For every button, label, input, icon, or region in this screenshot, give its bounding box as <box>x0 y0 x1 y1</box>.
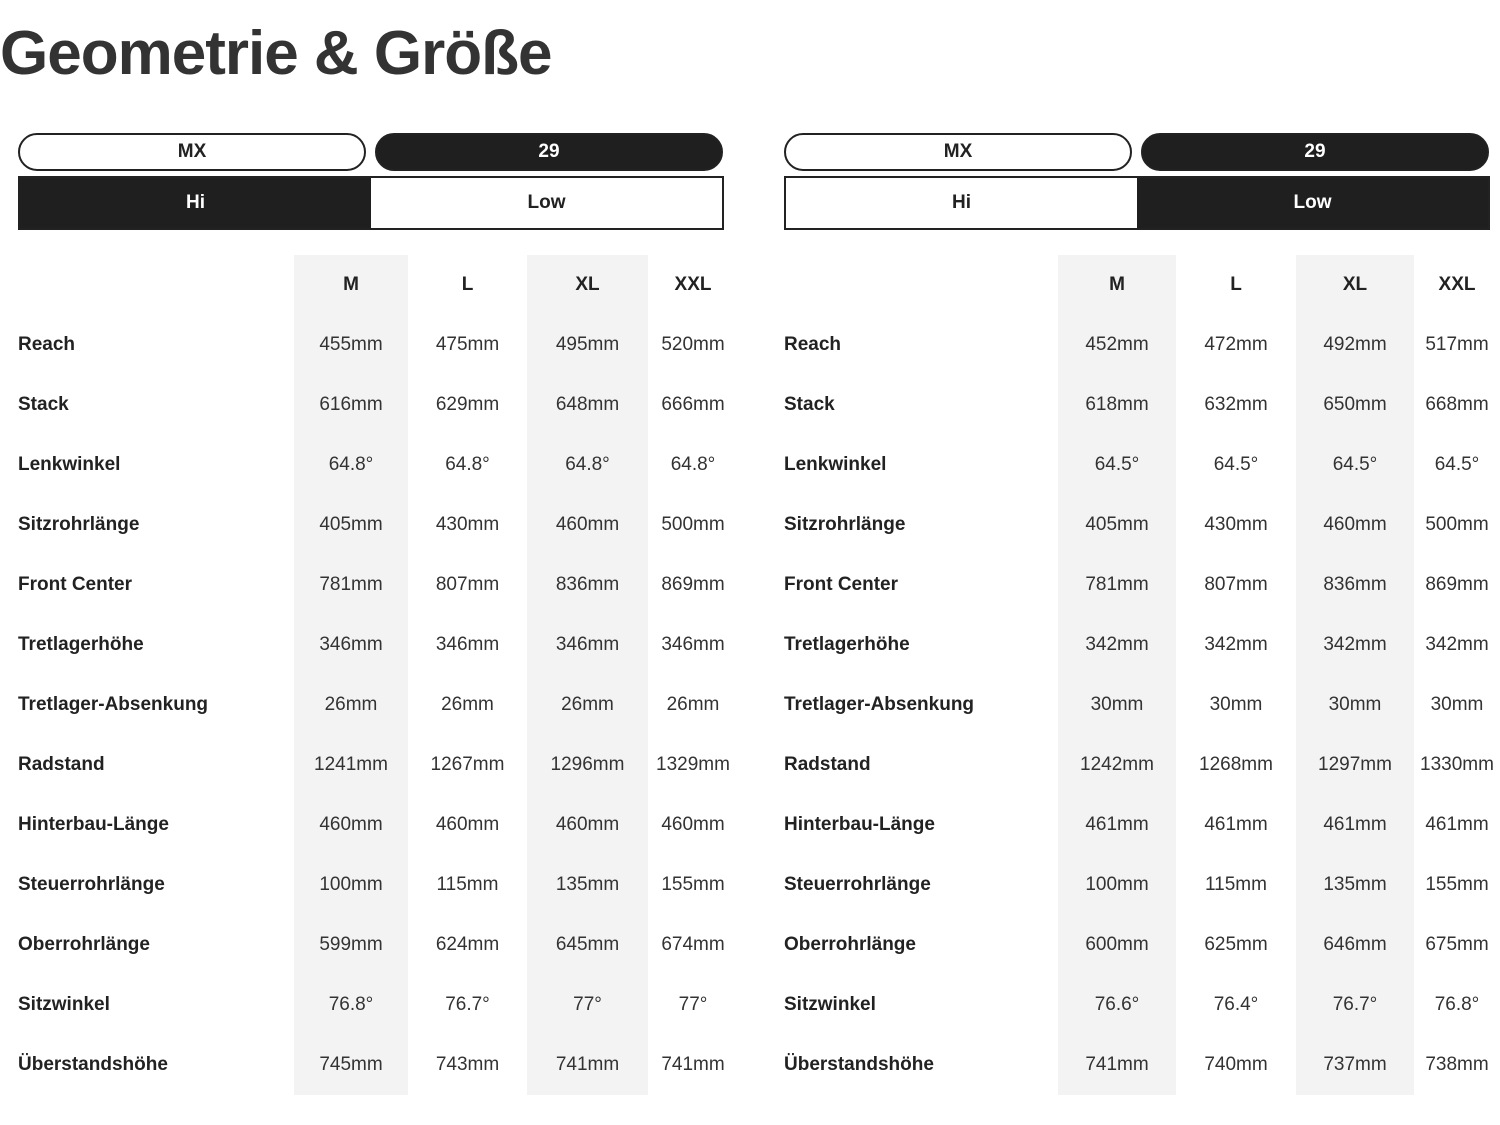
table-row <box>784 1035 1500 1095</box>
value-cell: 460mm <box>435 814 500 835</box>
value-cell: 26mm <box>527 675 648 735</box>
table-row <box>784 315 1500 375</box>
value-cell: 342mm <box>1296 615 1414 675</box>
row-label: Reach <box>784 334 842 355</box>
table-row <box>784 615 1500 675</box>
value-cell: 741mm <box>527 1035 648 1095</box>
value-cell: 807mm <box>1204 574 1268 595</box>
value-cell: 741mm <box>1058 1035 1176 1095</box>
value-cell: 500mm <box>661 514 725 535</box>
row-label: Lenkwinkel <box>18 454 121 475</box>
size-header-l: L <box>1230 274 1242 295</box>
model-pill-mx[interactable]: MX <box>784 133 1132 171</box>
table-header-row <box>18 255 738 315</box>
table-row <box>784 675 1500 735</box>
value-cell: 405mm <box>1058 495 1176 555</box>
table-row <box>18 615 738 675</box>
value-cell: 869mm <box>1425 574 1489 595</box>
table-row <box>784 855 1500 915</box>
value-cell: 599mm <box>294 915 408 975</box>
row-label: Sitzrohrlänge <box>784 514 906 535</box>
row-label: Lenkwinkel <box>784 454 887 475</box>
value-cell: 455mm <box>294 315 408 375</box>
value-cell: 460mm <box>1296 495 1414 555</box>
value-cell: 600mm <box>1058 915 1176 975</box>
value-cell: 346mm <box>435 634 500 655</box>
value-cell: 1241mm <box>294 735 408 795</box>
table-row <box>784 975 1500 1035</box>
table-row <box>18 315 738 375</box>
value-cell: 460mm <box>527 795 648 855</box>
value-cell: 461mm <box>1204 814 1268 835</box>
value-cell: 77° <box>527 975 648 1035</box>
value-cell: 64.5° <box>1058 435 1176 495</box>
row-label: Front Center <box>18 574 132 595</box>
page-title: Geometrie & Größe <box>0 19 552 88</box>
value-cell: 77° <box>678 994 708 1015</box>
value-cell: 1296mm <box>527 735 648 795</box>
value-cell: 76.7° <box>1296 975 1414 1035</box>
value-cell: 64.5° <box>1296 435 1414 495</box>
value-cell: 500mm <box>1425 514 1489 535</box>
value-cell: 1268mm <box>1199 754 1273 775</box>
row-label: Tretlagerhöhe <box>18 634 144 655</box>
value-cell: 64.8° <box>670 454 716 475</box>
table-row <box>18 1035 738 1095</box>
value-cell: 1330mm <box>1420 754 1494 775</box>
table-row <box>18 735 738 795</box>
size-header-xl: XL <box>1296 255 1414 315</box>
value-cell: 1267mm <box>430 754 505 775</box>
size-header-xxl: XXL <box>674 274 712 295</box>
value-cell: 64.8° <box>445 454 490 475</box>
value-cell: 781mm <box>1058 555 1176 615</box>
value-cell: 26mm <box>441 694 494 715</box>
value-cell: 155mm <box>661 874 725 895</box>
table-row <box>18 555 738 615</box>
value-cell: 648mm <box>527 375 648 435</box>
value-cell: 155mm <box>1425 874 1489 895</box>
value-cell: 346mm <box>294 615 408 675</box>
row-label: Stack <box>18 394 69 415</box>
value-cell: 675mm <box>1425 934 1489 955</box>
value-cell: 650mm <box>1296 375 1414 435</box>
value-cell: 64.8° <box>294 435 408 495</box>
value-cell: 674mm <box>661 934 725 955</box>
row-label: Hinterbau-Länge <box>18 814 169 835</box>
model-pill-29[interactable]: 29 <box>1141 133 1489 171</box>
value-cell: 472mm <box>1204 334 1268 355</box>
value-cell: 781mm <box>294 555 408 615</box>
row-label: Sitzwinkel <box>18 994 110 1015</box>
row-label: Hinterbau-Länge <box>784 814 935 835</box>
value-cell: 342mm <box>1425 634 1489 655</box>
row-label: Überstandshöhe <box>18 1054 168 1075</box>
value-cell: 30mm <box>1430 694 1484 715</box>
value-cell: 1329mm <box>656 754 730 775</box>
value-cell: 100mm <box>1058 855 1176 915</box>
value-cell: 64.5° <box>1213 454 1259 475</box>
value-cell: 632mm <box>1204 394 1268 415</box>
table-row <box>784 735 1500 795</box>
value-cell: 405mm <box>294 495 408 555</box>
row-label: Sitzwinkel <box>784 994 876 1015</box>
value-cell: 624mm <box>435 934 500 955</box>
header-spacer <box>18 255 294 315</box>
value-cell: 76.7° <box>445 994 490 1015</box>
value-cell: 64.8° <box>527 435 648 495</box>
value-cell: 645mm <box>527 915 648 975</box>
value-cell: 495mm <box>527 315 648 375</box>
row-label: Tretlagerhöhe <box>784 634 910 655</box>
value-cell: 1297mm <box>1296 735 1414 795</box>
size-header-m: M <box>1058 255 1176 315</box>
value-cell: 740mm <box>1204 1054 1268 1075</box>
geometry-panel-low <box>784 133 1500 1103</box>
value-cell: 869mm <box>661 574 725 595</box>
value-cell: 346mm <box>661 634 725 655</box>
value-cell: 618mm <box>1058 375 1176 435</box>
row-label: Stack <box>784 394 835 415</box>
value-cell: 30mm <box>1058 675 1176 735</box>
setting-selector <box>784 176 1490 230</box>
value-cell: 475mm <box>435 334 500 355</box>
setting-tab-hi[interactable]: Hi <box>786 178 1137 228</box>
size-header-m: M <box>294 255 408 315</box>
row-label: Steuerrohrlänge <box>18 874 165 895</box>
value-cell: 741mm <box>661 1054 725 1075</box>
model-selector <box>784 133 1490 171</box>
value-cell: 629mm <box>435 394 500 415</box>
value-cell: 520mm <box>661 334 725 355</box>
table-row <box>18 855 738 915</box>
value-cell: 342mm <box>1204 634 1268 655</box>
table-row <box>18 675 738 735</box>
model-selector <box>18 133 724 171</box>
value-cell: 76.8° <box>294 975 408 1035</box>
setting-tab-low[interactable]: Low <box>1137 178 1488 228</box>
value-cell: 666mm <box>661 394 725 415</box>
value-cell: 745mm <box>294 1035 408 1095</box>
value-cell: 1242mm <box>1058 735 1176 795</box>
value-cell: 430mm <box>1204 514 1268 535</box>
value-cell: 836mm <box>527 555 648 615</box>
table-row <box>18 495 738 555</box>
setting-tab-low[interactable]: Low <box>371 178 722 228</box>
value-cell: 460mm <box>294 795 408 855</box>
table-row <box>784 435 1500 495</box>
row-label: Tretlager-Absenkung <box>18 694 209 715</box>
table-row <box>18 975 738 1035</box>
value-cell: 461mm <box>1296 795 1414 855</box>
table-row <box>18 435 738 495</box>
row-label: Sitzrohrlänge <box>18 514 140 535</box>
size-header-l: L <box>461 274 474 295</box>
row-label: Steuerrohrlänge <box>784 874 931 895</box>
geometry-panel-hi <box>18 133 738 1103</box>
value-cell: 668mm <box>1425 394 1489 415</box>
table-header-row <box>784 255 1500 315</box>
value-cell: 76.6° <box>1058 975 1176 1035</box>
value-cell: 346mm <box>527 615 648 675</box>
size-header-xxl: XXL <box>1438 274 1476 295</box>
value-cell: 30mm <box>1296 675 1414 735</box>
row-label: Überstandshöhe <box>784 1054 934 1075</box>
table-row <box>784 495 1500 555</box>
value-cell: 342mm <box>1058 615 1176 675</box>
row-label: Oberrohrlänge <box>784 934 916 955</box>
value-cell: 30mm <box>1209 694 1263 715</box>
value-cell: 492mm <box>1296 315 1414 375</box>
row-label: Radstand <box>18 754 105 775</box>
value-cell: 64.5° <box>1434 454 1480 475</box>
value-cell: 26mm <box>666 694 720 715</box>
value-cell: 461mm <box>1425 814 1489 835</box>
row-label: Front Center <box>784 574 898 595</box>
table-row <box>18 915 738 975</box>
value-cell: 743mm <box>435 1054 500 1075</box>
table-row <box>18 375 738 435</box>
value-cell: 616mm <box>294 375 408 435</box>
row-label: Radstand <box>784 754 871 775</box>
row-label: Reach <box>18 334 76 355</box>
value-cell: 517mm <box>1425 334 1489 355</box>
value-cell: 737mm <box>1296 1035 1414 1095</box>
value-cell: 646mm <box>1296 915 1414 975</box>
model-pill-mx[interactable]: MX <box>18 133 366 171</box>
value-cell: 115mm <box>436 874 499 895</box>
table-row <box>784 375 1500 435</box>
model-pill-29[interactable]: 29 <box>375 133 723 171</box>
geometry-table <box>18 255 738 1095</box>
value-cell: 430mm <box>435 514 500 535</box>
value-cell: 452mm <box>1058 315 1176 375</box>
value-cell: 76.8° <box>1434 994 1480 1015</box>
row-label: Tretlager-Absenkung <box>784 694 975 715</box>
setting-selector <box>18 176 724 230</box>
value-cell: 807mm <box>435 574 500 595</box>
table-row <box>784 915 1500 975</box>
value-cell: 738mm <box>1425 1054 1489 1075</box>
value-cell: 460mm <box>661 814 725 835</box>
value-cell: 460mm <box>527 495 648 555</box>
geometry-table <box>784 255 1500 1095</box>
row-label: Oberrohrlänge <box>18 934 150 955</box>
table-row <box>784 795 1500 855</box>
value-cell: 76.4° <box>1213 994 1259 1015</box>
table-row <box>784 555 1500 615</box>
size-header-xl: XL <box>527 255 648 315</box>
table-row <box>18 795 738 855</box>
value-cell: 625mm <box>1204 934 1268 955</box>
value-cell: 115mm <box>1205 874 1267 895</box>
value-cell: 135mm <box>527 855 648 915</box>
value-cell: 836mm <box>1296 555 1414 615</box>
value-cell: 100mm <box>294 855 408 915</box>
header-spacer <box>784 255 1058 315</box>
value-cell: 26mm <box>294 675 408 735</box>
setting-tab-hi[interactable]: Hi <box>20 178 371 228</box>
value-cell: 461mm <box>1058 795 1176 855</box>
value-cell: 135mm <box>1296 855 1414 915</box>
